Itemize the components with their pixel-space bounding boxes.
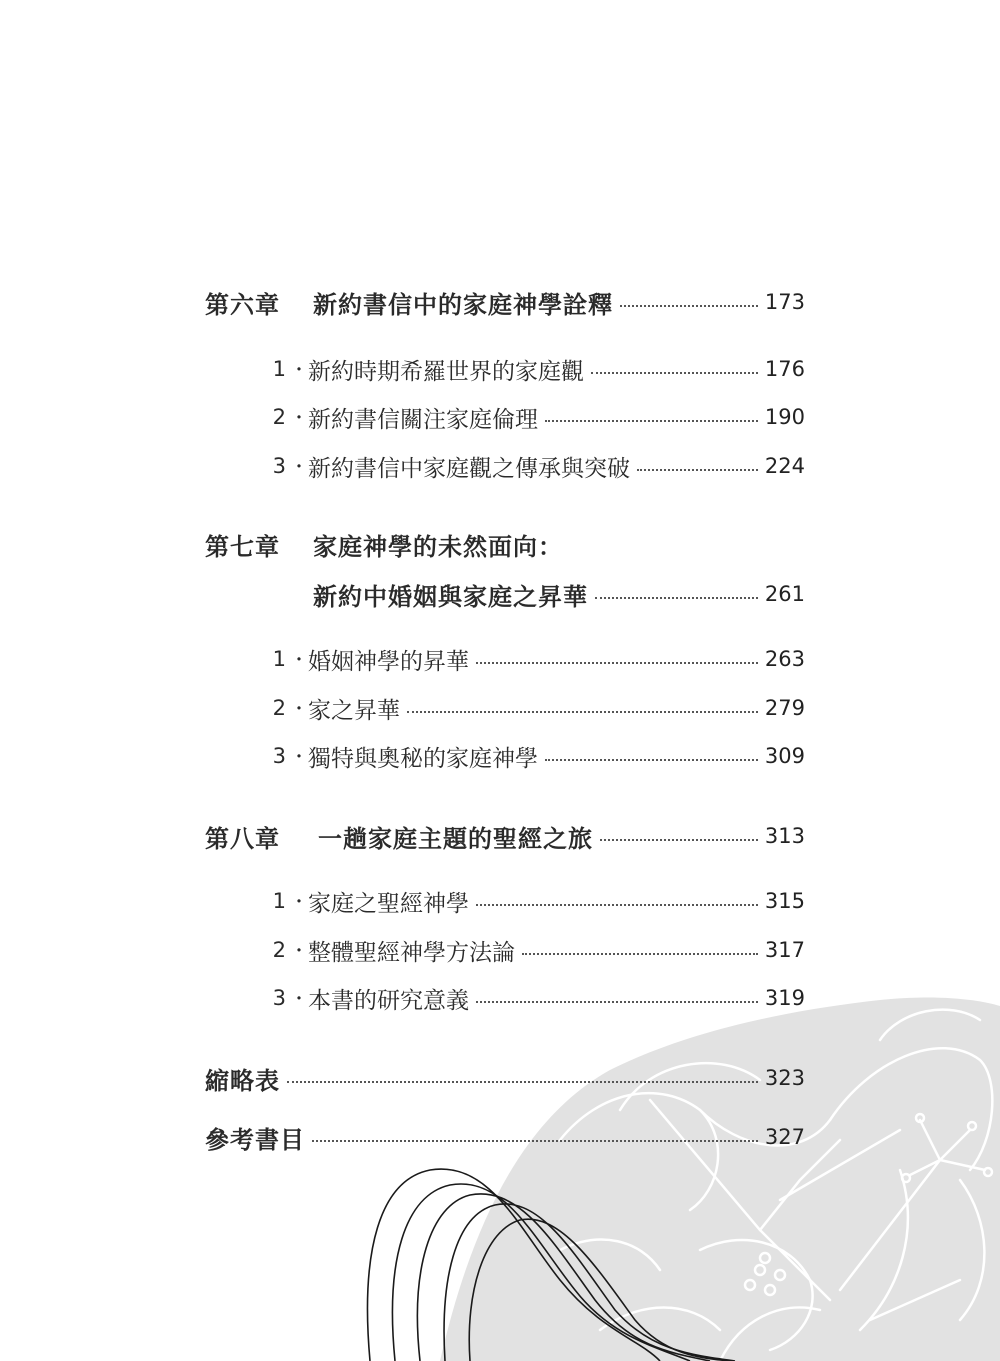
chapter-label: 第七章 (205, 532, 280, 561)
toc-entry-chapter-7-cont[interactable] (205, 574, 805, 614)
page-number: 224 (764, 454, 805, 478)
toc-entry-8-2[interactable] (205, 930, 805, 970)
section-number: 3 ・ (272, 986, 308, 1010)
bibliography-title: 參考書目 (205, 1125, 305, 1154)
section-title: 獨特與奧秘的家庭神學 (308, 745, 538, 772)
chapter-title: 新約書信中的家庭神學詮釋 (313, 290, 613, 319)
chapter-title-line-2: 新約中婚姻與家庭之昇華 (313, 582, 588, 611)
section-number: 1 ・ (272, 889, 308, 913)
dot-leader (287, 1081, 758, 1083)
dot-leader (312, 1140, 758, 1142)
toc-entry-8-3[interactable] (205, 978, 805, 1018)
section-title: 整體聖經神學方法論 (308, 939, 515, 966)
toc-entry-7-3[interactable] (205, 736, 805, 776)
dot-leader (600, 839, 758, 841)
section-number: 1 ・ (272, 647, 308, 671)
dot-leader (545, 420, 758, 422)
toc-entry-7-2[interactable] (205, 688, 805, 728)
dot-leader (476, 904, 758, 906)
dot-leader (476, 662, 758, 664)
dot-leader (620, 305, 758, 307)
toc-entry-6-2[interactable] (205, 397, 805, 437)
dot-leader (522, 953, 758, 955)
dot-leader (407, 711, 758, 713)
dot-leader (595, 597, 758, 599)
section-title: 家之昇華 (308, 697, 400, 724)
toc-entry-chapter-8[interactable] (205, 816, 805, 856)
page-number: 323 (764, 1066, 805, 1090)
toc-entry-6-1[interactable] (205, 349, 805, 389)
section-title: 婚姻神學的昇華 (308, 648, 469, 675)
toc-entry-7-1[interactable] (205, 639, 805, 679)
section-number: 3 ・ (272, 744, 308, 768)
toc-entry-abbreviations[interactable] (205, 1058, 805, 1098)
section-title: 本書的研究意義 (308, 987, 469, 1014)
dot-leader (591, 372, 758, 374)
page-number: 313 (764, 824, 805, 848)
section-title: 家庭之聖經神學 (308, 890, 469, 917)
dot-leader (476, 1001, 758, 1003)
page-number: 315 (764, 889, 805, 913)
abbreviations-title: 縮略表 (205, 1066, 280, 1095)
section-number: 2 ・ (272, 696, 308, 720)
section-number: 3 ・ (272, 454, 308, 478)
chapter-label: 第八章 (205, 824, 280, 853)
page-number: 261 (764, 582, 805, 606)
section-number: 1 ・ (272, 357, 308, 381)
section-number: 2 ・ (272, 938, 308, 962)
section-title: 新約時期希羅世界的家庭觀 (308, 358, 584, 385)
toc-entry-6-3[interactable] (205, 446, 805, 486)
page-number: 263 (764, 647, 805, 671)
dot-leader (545, 759, 758, 761)
toc-entry-8-1[interactable] (205, 881, 805, 921)
toc-entry-chapter-6[interactable] (205, 282, 805, 322)
page-number: 173 (764, 290, 805, 314)
page-number: 317 (764, 938, 805, 962)
page-number: 190 (764, 405, 805, 429)
section-number: 2 ・ (272, 405, 308, 429)
chapter-label: 第六章 (205, 290, 280, 319)
page-number: 319 (764, 986, 805, 1010)
section-title: 新約書信中家庭觀之傳承與突破 (308, 455, 630, 482)
page-number: 327 (764, 1125, 805, 1149)
chapter-title-line-1: 家庭神學的未然面向： (313, 532, 563, 561)
dot-leader (637, 469, 758, 471)
toc-entry-chapter-7[interactable] (205, 524, 805, 564)
toc-entry-bibliography[interactable] (205, 1117, 805, 1157)
chapter-title: 一趟家庭主題的聖經之旅 (318, 824, 593, 853)
page-number: 279 (764, 696, 805, 720)
page-number: 309 (764, 744, 805, 768)
section-title: 新約書信關注家庭倫理 (308, 406, 538, 433)
page-number: 176 (764, 357, 805, 381)
